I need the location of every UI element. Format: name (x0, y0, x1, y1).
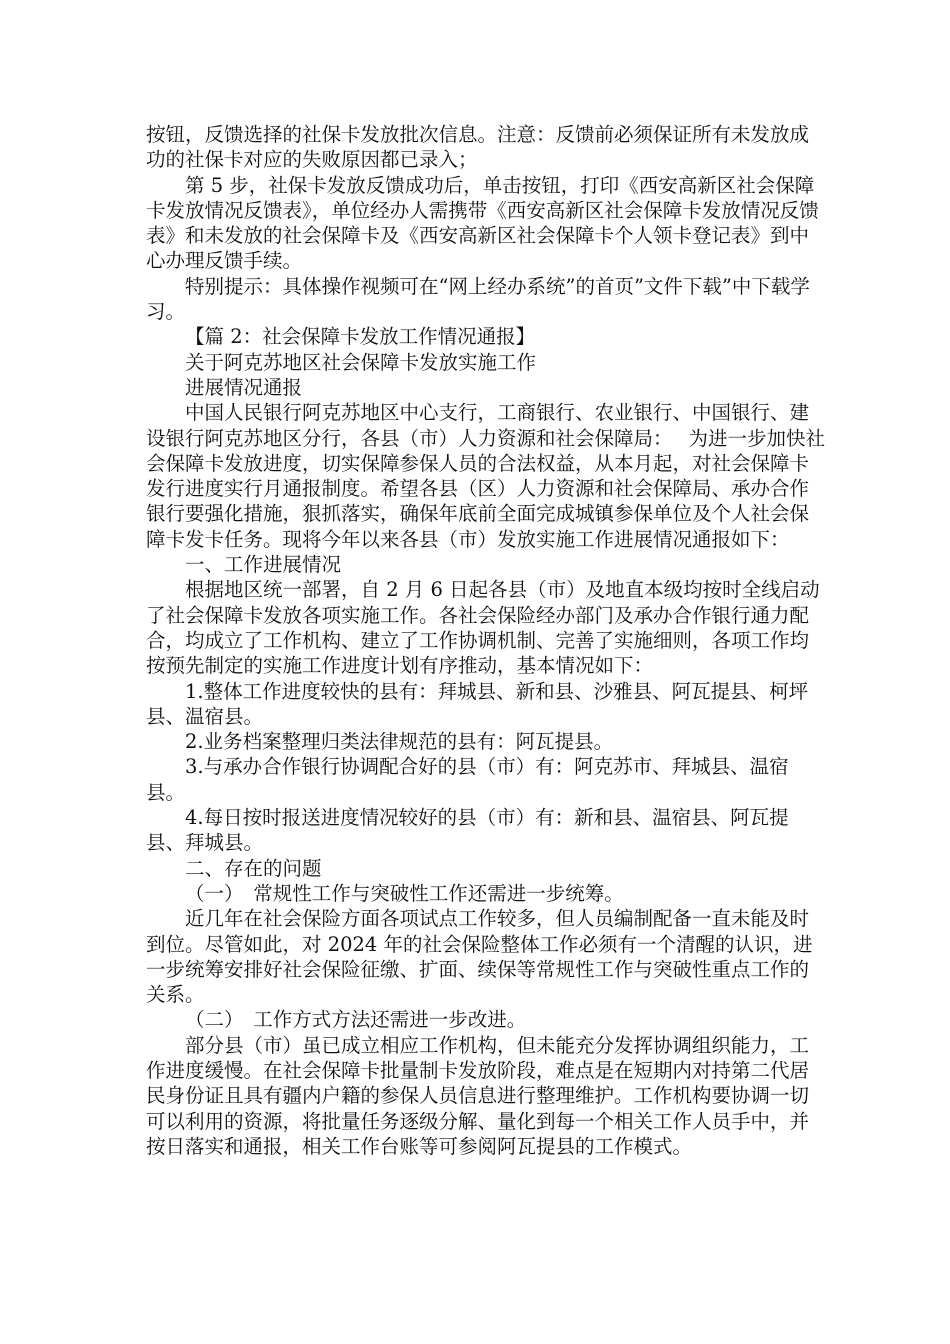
subheading: （二） 工作方式方法还需进一步改进。 (185, 1008, 527, 1032)
paragraph: 按钮，反馈选择的社保卡发放批次信息。注意：反馈前必须保证所有未发放成功的社保卡对应的失败原因都已录入； (146, 123, 810, 172)
subheading: （一） 常规性工作与突破性工作还需进一步统筹。 (185, 881, 624, 905)
list-item: 2.业务档案整理归类法律规范的县有：阿瓦提县。 (185, 730, 614, 754)
list-item: 4.每日按时报送进度情况较好的县（市）有：新和县、温宿县、阿瓦提县、拜城县。 (146, 806, 789, 855)
paragraph: 第 5 步，社保卡发放反馈成功后，单击按钮，打印《西安高新区社会保障卡发放情况反馈表》，单位经办人需携带《西安高新区社会保障卡发放情况反馈表》和未发放的社会保障卡及《西安高新区社会保障卡个人领卡登记表》到中心办理反馈手续。 (146, 173, 819, 273)
notice-title: 进展情况通报 (185, 375, 303, 399)
list-item: 3.与承办合作银行协调配合好的县（市）有：阿克苏市、拜城县、温宿县。 (146, 755, 789, 804)
paragraph: 中国人民银行阿克苏地区中心支行，工商银行、农业银行、中国银行、建设银行阿克苏地区分行，各县（市）人力资源和社会保障局： 为进一步加快社会保障卡发放进度，切实保障参保人员的合法权益，从本月起，对社会保障卡发行进度实行月通报制度。希望各县（区）人力资源和社会保障局、承办合作银行要强化措施，狠抓落实，确保年底前全面完成城镇参保单位及个人社会保障卡发卡任务。现将今年以来各县（市）发放实施工作进展情况通报如下： (146, 401, 825, 551)
paragraph: 根据地区统一部署，自 2 月 6 日起各县（市）及地直本级均按时全线启动了社会保障卡发放各项实施工作。各社会保险经办部门及承办合作银行通力配合，均成立了工作机构、建立了工作协调机制、完善了实施细则，各项工作均按预先制定的实施工作进度计划有序推动，基本情况如下： (146, 578, 820, 678)
paragraph: 特别提示：具体操作视频可在“网上经办系统”的首页”文件下载”中下载学习。 (146, 274, 810, 324)
paragraph: 部分县（市）虽已成立相应工作机构，但未能充分发挥协调组织能力，工作进度缓慢。在社会保障卡批量制卡发放阶段，难点是在短期内对持第二代居民身份证且具有疆内户籍的参保人员信息进行整理维护。工作机构要协调一切可以利用的资源，将批量任务逐级分解、量化到每一个相关工作人员手中，并按日落实和通报，相关工作台账等可参阅阿瓦提县的工作模式。 (146, 1033, 810, 1158)
list-item: 1.整体工作进度较快的县有：拜城县、新和县、沙雅县、阿瓦提县、柯坪县、温宿县。 (146, 679, 809, 728)
notice-title: 关于阿克苏地区社会保障卡发放实施工作 (185, 350, 537, 374)
subheading: 二、存在的问题 (185, 856, 322, 880)
subheading: 一、工作进展情况 (185, 553, 342, 577)
document-body (146, 122, 826, 1159)
paragraph: 近几年在社会保险方面各项试点工作较多，但人员编制配备一直未能及时到位。尽管如此，对 2024 年的社会保险整体工作必须有一个清醒的认识，进一步统筹安排好社会保险征缴、扩面、续保等常规性工作与突破性重点工作的关系。 (146, 907, 813, 1007)
section-heading: 【篇 2：社会保障卡发放工作情况通报】 (185, 325, 536, 349)
